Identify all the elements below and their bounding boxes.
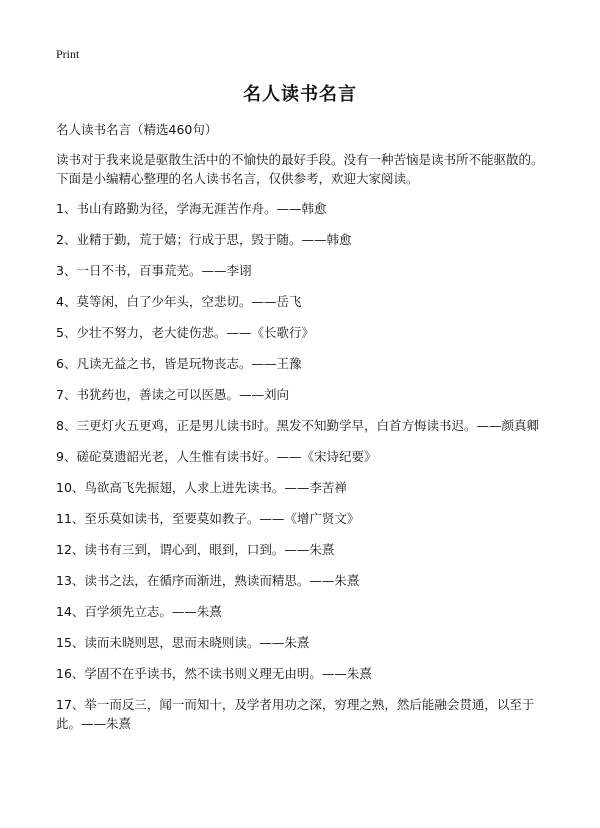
quote-text: 少壮不努力，老大徒伤悲。——《长歌行》 xyxy=(76,325,314,340)
quote-text: 磋砣莫遗韶光老，人生惟有读书好。——《宋诗纪要》 xyxy=(76,449,377,464)
list-item xyxy=(56,478,552,497)
quote-number: 4、 xyxy=(56,294,77,309)
quote-text: 鸟欲高飞先振翅，人求上进先读书。——李苦禅 xyxy=(84,480,347,495)
quote-number: 1、 xyxy=(56,201,77,216)
quote-number: 14、 xyxy=(56,604,85,619)
quote-text: 读书有三到，谓心到，眼到，口到。——朱熹 xyxy=(84,542,335,557)
intro-paragraph: 读书对于我来说是驱散生活中的不愉快的最好手段。没有一种苦恼是读书所不能驱散的。下面是小编精心整理的名人读书名言，仅供参考，欢迎大家阅读。 xyxy=(56,152,544,186)
quote-number: 17、 xyxy=(56,697,85,712)
quote-text: 学固不在乎读书，然不读书则义理无由明。——朱熹 xyxy=(84,666,372,681)
print-link[interactable]: Print xyxy=(56,47,80,61)
list-item xyxy=(56,230,552,249)
quote-text: 举一而反三，闻一而知十，及学者用功之深，穷理之熟，然后能融会贯通，以至于此。——朱熹 xyxy=(56,697,535,731)
list-item xyxy=(56,323,552,342)
quote-number: 15、 xyxy=(56,635,85,650)
quote-text: 读而未晓则思，思而未晓则读。——朱熹 xyxy=(84,635,310,650)
article-body xyxy=(56,120,552,745)
list-item xyxy=(56,261,552,280)
quote-number: 9、 xyxy=(56,449,77,464)
quote-number: 10、 xyxy=(56,480,85,495)
list-item xyxy=(56,447,552,466)
list-item xyxy=(56,509,552,528)
quote-text: 书犹药也，善读之可以医愚。——刘向 xyxy=(76,387,289,402)
list-item xyxy=(56,695,552,733)
list-item xyxy=(56,571,552,590)
list-item xyxy=(56,602,552,621)
quote-list xyxy=(56,199,552,733)
quote-text: 莫等闲，白了少年头，空悲切。——岳飞 xyxy=(76,294,302,309)
quote-text: 一日不书，百事荒芜。——李诩 xyxy=(76,263,252,278)
quote-text: 三更灯火五更鸡，正是男儿读书时。黑发不知勤学早，白首方悔读书迟。——颜真卿 xyxy=(76,418,539,433)
list-item xyxy=(56,292,552,311)
list-item xyxy=(56,354,552,373)
quote-number: 6、 xyxy=(56,356,77,371)
list-item xyxy=(56,540,552,559)
list-item xyxy=(56,385,552,404)
quote-number: 8、 xyxy=(56,418,77,433)
quote-number: 3、 xyxy=(56,263,77,278)
quote-number: 13、 xyxy=(56,573,85,588)
quote-number: 12、 xyxy=(56,542,85,557)
quote-text: 至乐莫如读书，至要莫如教子。——《增广贤文》 xyxy=(84,511,360,526)
quote-text: 业精于勤，荒于嬉；行成于思，毁于随。——韩愈 xyxy=(76,232,352,247)
quote-number: 5、 xyxy=(56,325,77,340)
list-item xyxy=(56,633,552,652)
list-item xyxy=(56,664,552,683)
list-item xyxy=(56,416,552,435)
quote-number: 2、 xyxy=(56,232,77,247)
quote-text: 书山有路勤为径，学海无涯苦作舟。——韩愈 xyxy=(76,201,327,216)
quote-text: 百学须先立志。——朱熹 xyxy=(84,604,222,619)
article-subtitle: 名人读书名言（精选460句） xyxy=(56,122,218,137)
quote-number: 7、 xyxy=(56,387,77,402)
list-item xyxy=(56,199,552,218)
quote-number: 11、 xyxy=(56,511,85,526)
quote-number: 16、 xyxy=(56,666,85,681)
page-title: 名人读书名言 xyxy=(243,84,357,105)
quote-text: 凡读无益之书，皆是玩物丧志。——王豫 xyxy=(76,356,302,371)
quote-text: 读书之法，在循序而渐进，熟读而精思。——朱熹 xyxy=(84,573,360,588)
